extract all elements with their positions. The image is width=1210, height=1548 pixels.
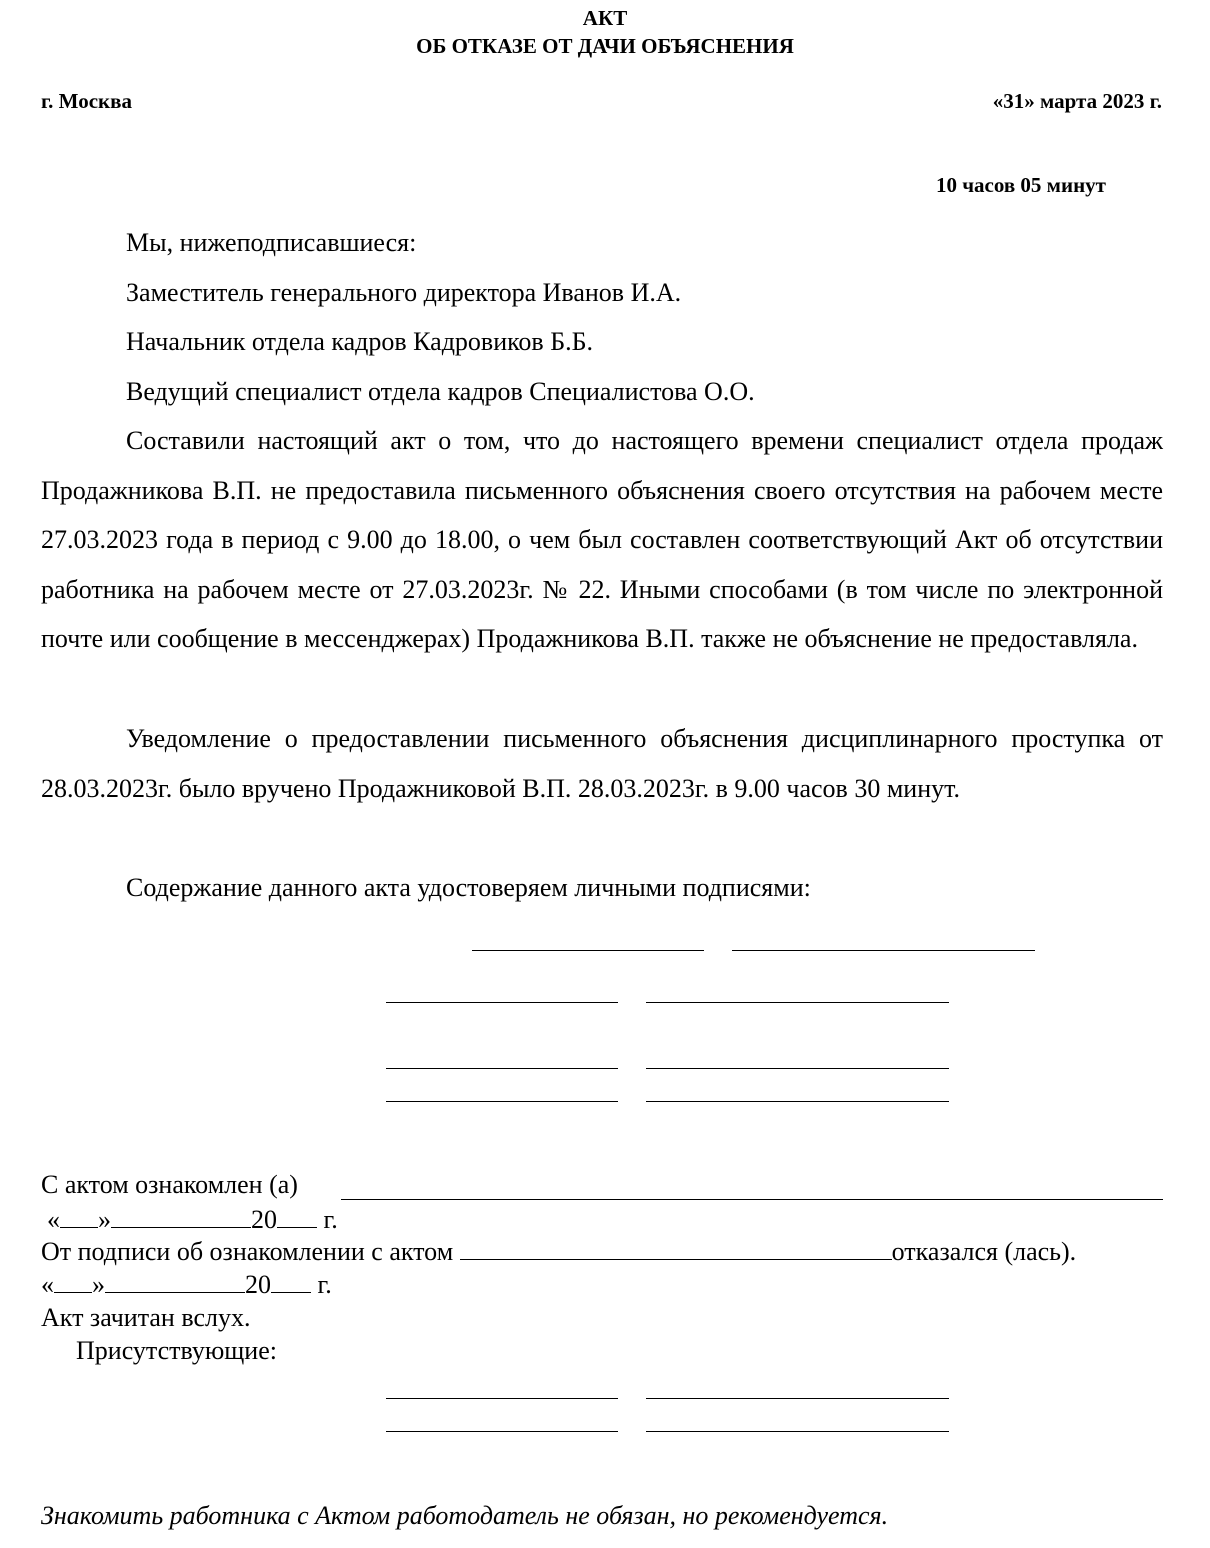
refusal-date-line: « » 20 г. <box>41 1270 332 1299</box>
footer-note: Знакомить работника с Актом работодатель не обязан, но рекомендуется. <box>41 1501 889 1530</box>
witness-signature-line <box>386 1431 618 1432</box>
document-subtitle: ОБ ОТКАЗЕ ОТ ДАЧИ ОБЪЯСНЕНИЯ <box>416 34 794 58</box>
name-line <box>646 1101 949 1102</box>
signature-line <box>386 1068 618 1069</box>
present-label: Присутствующие: <box>76 1336 277 1365</box>
witness-signature-line <box>386 1398 618 1399</box>
document-time: 10 часов 05 минут <box>935 173 1106 197</box>
refusal-line: От подписи об ознакомлении с актом отказался (лась). <box>41 1237 1077 1266</box>
name-line <box>646 1068 949 1069</box>
familiarized-signature-line <box>341 1199 1163 1200</box>
member-line: Ведущий специалист отдела кадров Специалистова О.О. <box>126 377 755 406</box>
signature-line <box>386 1002 618 1003</box>
intro-line: Мы, нижеподписавшиеся: <box>126 228 417 257</box>
signature-line <box>472 950 704 951</box>
familiarized-label: С актом ознакомлен (а) <box>41 1170 298 1199</box>
signature-line <box>386 1101 618 1102</box>
paragraph-statement: Составили настоящий акт о том, что до настоящего времени специалист отдела продаж Продажникова В.П. не предоставила письменного объяснения своего отсутствия на рабочем месте 27.03.2023 года в период с 9.00 до 18.00, о чем был составлен соответствующий Акт об отсутствии работника на рабочем месте от 27.03.2023г. № 22. Иными способами (в том числе по электронной почте или сообщение в мессенджерах) Продажникова В.П. также не объяснение не предоставляла. <box>41 426 1163 654</box>
familiarized-date-line: « » 20 г. <box>47 1205 338 1234</box>
read-aloud-note: Акт зачитан вслух. <box>41 1303 251 1332</box>
witness-name-line <box>646 1431 949 1432</box>
city: г. Москва <box>41 89 132 113</box>
member-line: Заместитель генерального директора Иванов И.А. <box>126 278 682 307</box>
paragraph-notification: Уведомление о предоставлении письменного объяснения дисциплинарного проступка от 28.03.2023г. было вручено Продажниковой В.П. 28.03.2023г. в 9.00 часов 30 минут. <box>41 724 1163 803</box>
witness-name-line <box>646 1398 949 1399</box>
member-line: Начальник отдела кадров Кадровиков Б.Б. <box>126 327 594 356</box>
document-title: АКТ <box>582 6 628 30</box>
paragraph-signatures: Содержание данного акта удостоверяем личными подписями: <box>126 873 811 902</box>
document-date: «31» марта 2023 г. <box>992 89 1162 113</box>
name-line <box>646 1002 949 1003</box>
name-line <box>732 950 1035 951</box>
